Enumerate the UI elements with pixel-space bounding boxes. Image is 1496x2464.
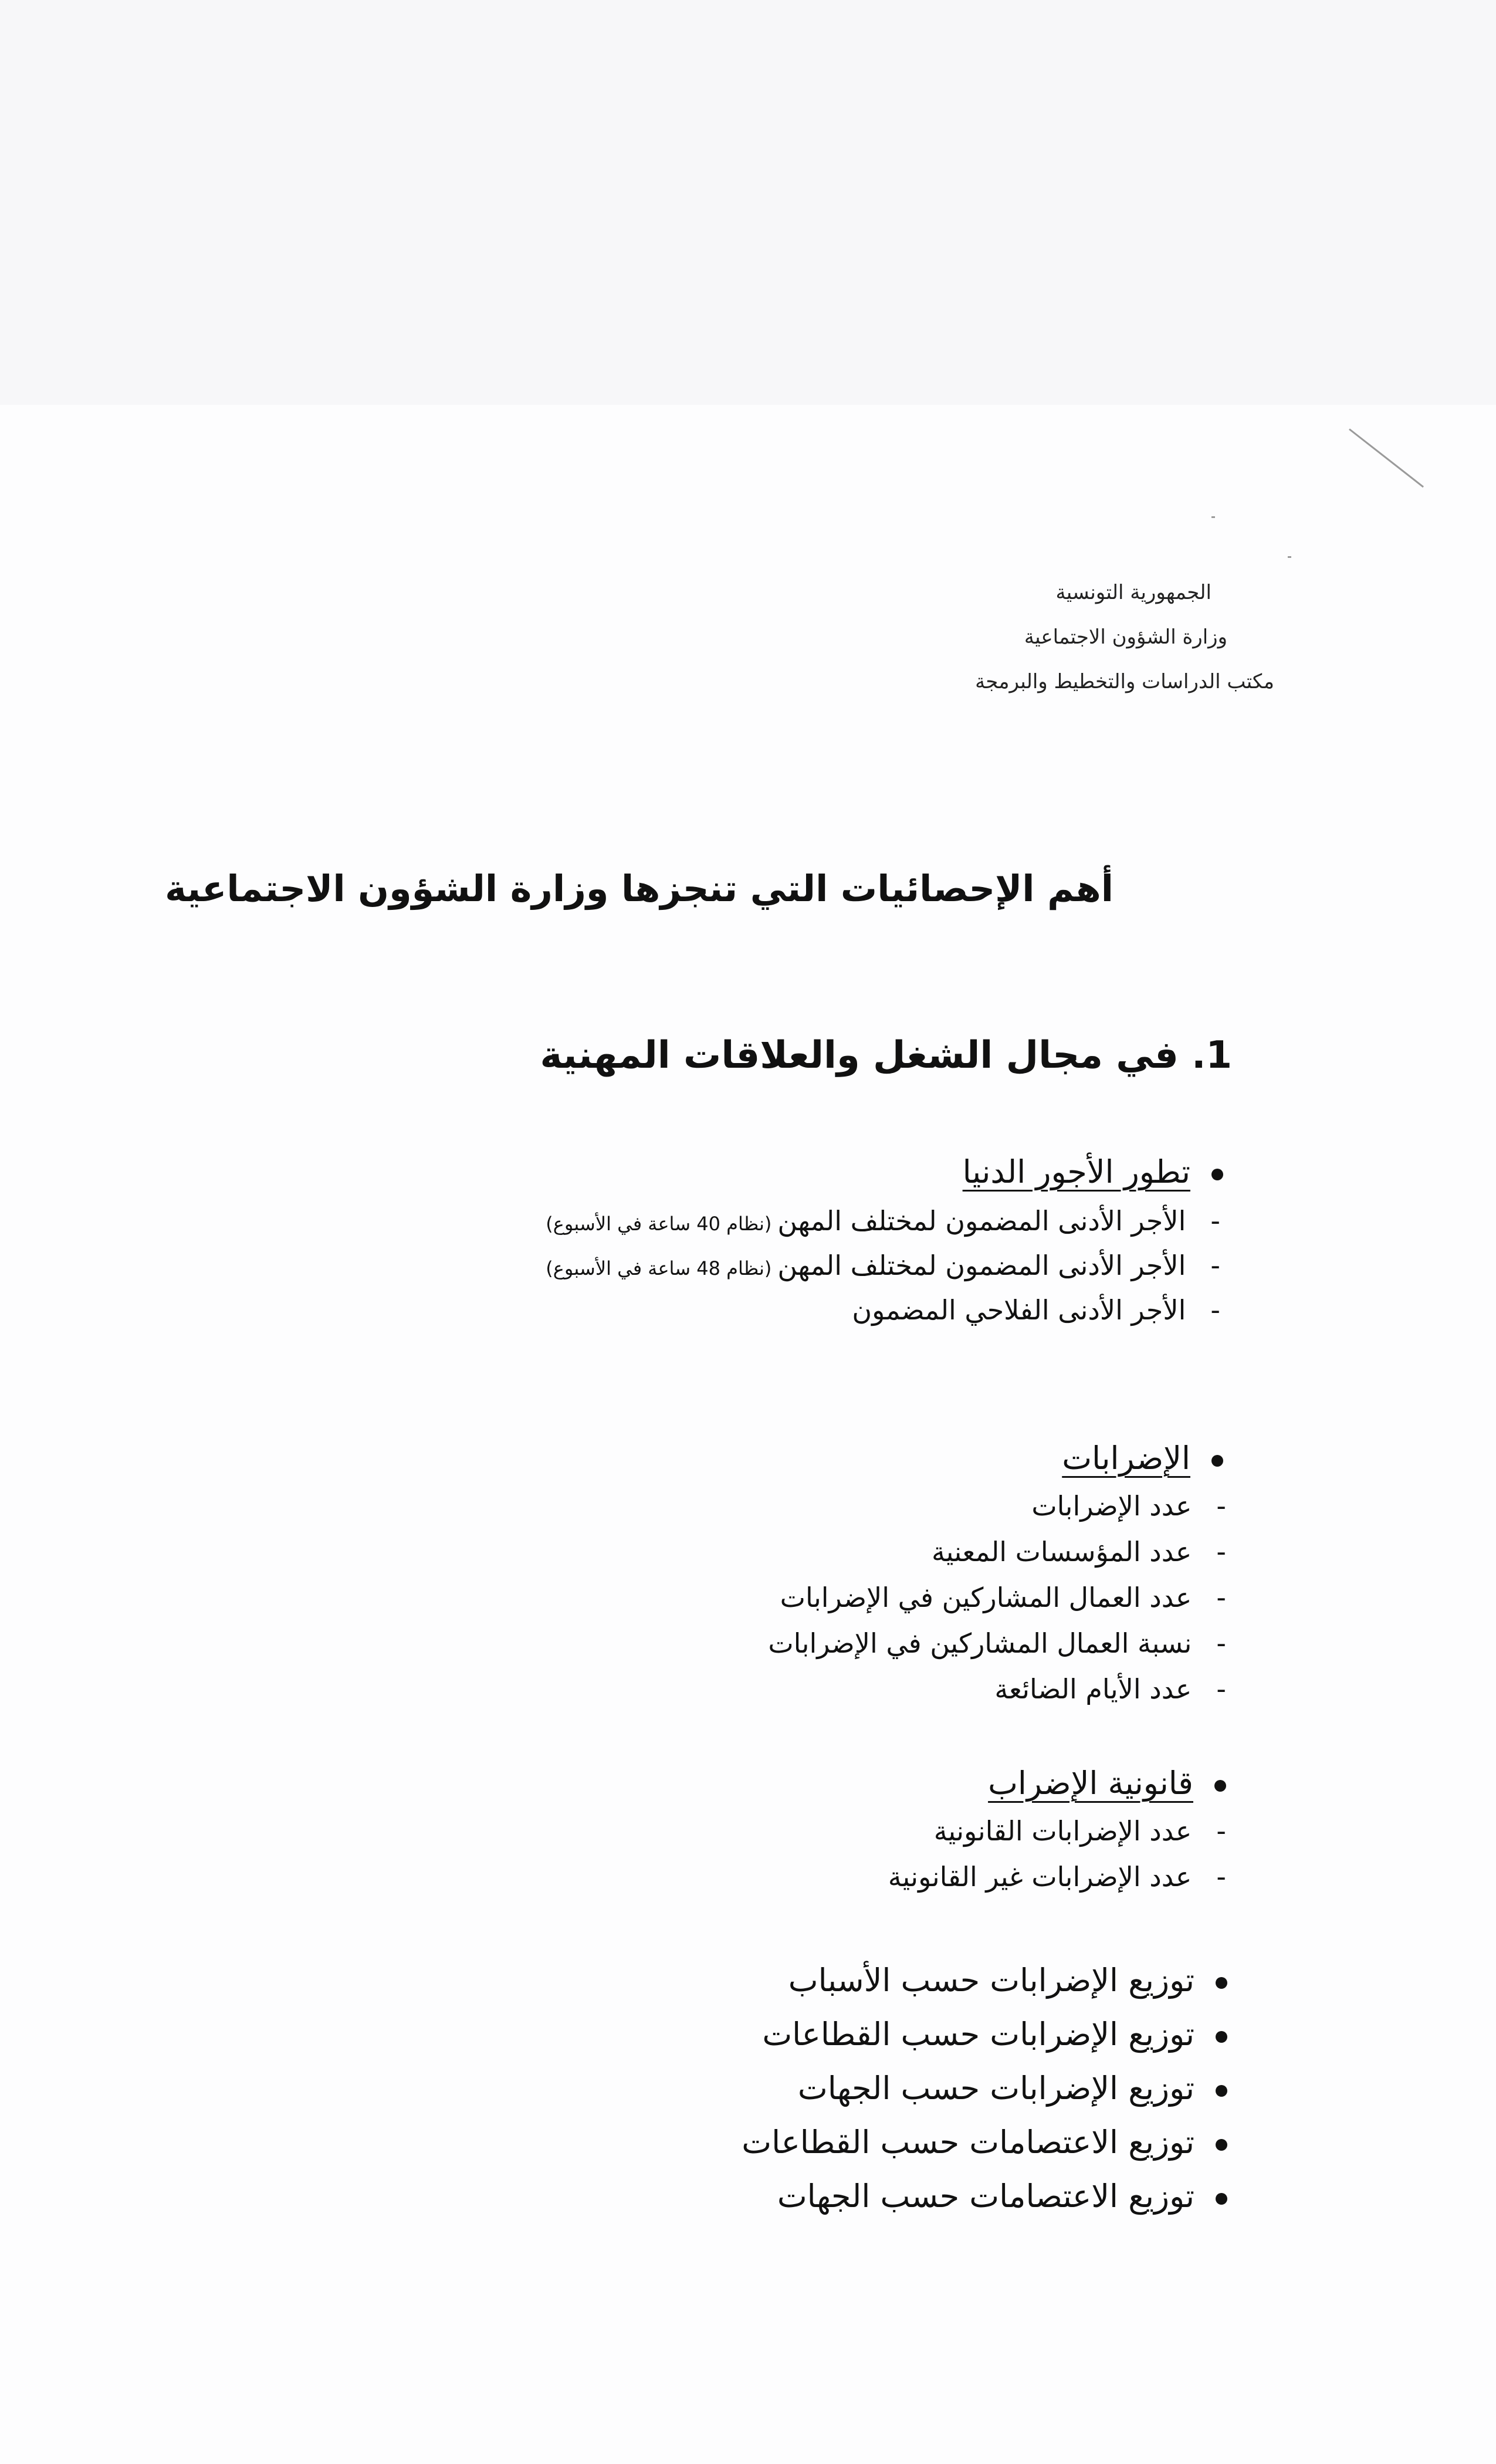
group-heading-minimum-wages xyxy=(963,1153,1223,1190)
letterhead-ministry: وزارة الشؤون الاجتماعية xyxy=(1024,625,1227,649)
scan-artifact xyxy=(1288,556,1291,558)
bullet-icon xyxy=(1216,2031,1227,2043)
list-item xyxy=(768,1627,1226,1659)
dash-icon: - xyxy=(1216,1582,1226,1613)
group-heading-text: تطور الأجور الدنيا xyxy=(962,1153,1190,1190)
list-item xyxy=(546,1205,1220,1237)
list-item xyxy=(762,2016,1227,2053)
letterhead-country: الجمهورية التونسية xyxy=(1055,581,1211,604)
list-item-note: (نظام 40 ساعة في الأسبوع) xyxy=(546,1213,772,1235)
list-item xyxy=(546,1250,1220,1281)
list-item xyxy=(798,2070,1227,2107)
list-item xyxy=(1031,1490,1226,1522)
list-item xyxy=(780,1582,1226,1613)
list-item-text: عدد المؤسسات المعنية xyxy=(932,1536,1192,1568)
dash-icon: - xyxy=(1216,1536,1226,1568)
list-item-text: عدد العمال المشاركين في الإضرابات xyxy=(780,1582,1192,1613)
bullet-icon xyxy=(1214,1780,1226,1792)
list-item-text: توزيع الاعتصامات حسب القطاعات xyxy=(742,2124,1194,2161)
list-item-text: توزيع الإضرابات حسب الأسباب xyxy=(788,1962,1194,1999)
section-heading: 1. في مجال الشغل والعلاقات المهنية xyxy=(540,1034,1232,1077)
bullet-icon xyxy=(1216,1977,1227,1989)
list-item-text: عدد الإضرابات القانونية xyxy=(933,1815,1192,1847)
dash-icon: - xyxy=(1216,1627,1226,1659)
dash-icon: - xyxy=(1216,1490,1226,1522)
list-item-text: عدد الأيام الضائعة xyxy=(994,1673,1192,1705)
list-item-text: الأجر الأدنى الفلاحي المضمون xyxy=(852,1294,1186,1326)
list-item-note: (نظام 48 ساعة في الأسبوع) xyxy=(546,1257,772,1280)
letterhead-office: مكتب الدراسات والتخطيط والبرمجة xyxy=(975,670,1274,693)
list-item-text: عدد الإضرابات xyxy=(1031,1490,1192,1522)
dash-icon: - xyxy=(1216,1673,1226,1705)
dash-icon: - xyxy=(1210,1294,1220,1326)
list-item-text: توزيع الإضرابات حسب الجهات xyxy=(797,2070,1194,2107)
list-item xyxy=(742,2124,1227,2161)
list-item-text: الأجر الأدنى المضمون لمختلف المهن xyxy=(777,1205,1186,1237)
bullet-icon xyxy=(1211,1169,1223,1180)
list-item xyxy=(934,1815,1226,1847)
list-item xyxy=(888,1861,1226,1893)
list-item xyxy=(994,1673,1226,1705)
list-item-text: توزيع الاعتصامات حسب الجهات xyxy=(777,2178,1194,2215)
list-item xyxy=(932,1536,1226,1568)
dash-icon: - xyxy=(1216,1815,1226,1847)
group-heading-text: الإضرابات xyxy=(1062,1440,1190,1477)
list-item-text: عدد الإضرابات غير القانونية xyxy=(888,1861,1192,1893)
group-heading-text: قانونية الإضراب xyxy=(988,1765,1193,1802)
bullet-icon xyxy=(1216,2139,1227,2151)
list-item xyxy=(777,2178,1227,2215)
scan-artifact xyxy=(1211,516,1215,518)
scan-top-band xyxy=(0,0,1496,405)
dash-icon: - xyxy=(1210,1250,1220,1281)
list-item xyxy=(788,1962,1227,1999)
list-item-text: الأجر الأدنى المضمون لمختلف المهن xyxy=(777,1250,1186,1281)
dash-icon: - xyxy=(1210,1205,1220,1237)
group-heading-strikes xyxy=(1062,1440,1223,1477)
scan-artifact xyxy=(1349,428,1424,488)
document-title: أهم الإحصائيات التي تنجزها وزارة الشؤون الاجتماعية xyxy=(165,867,1113,910)
bullet-icon xyxy=(1211,1455,1223,1467)
dash-icon: - xyxy=(1216,1861,1226,1893)
bullet-icon xyxy=(1216,2085,1227,2097)
bullet-icon xyxy=(1216,2193,1227,2205)
list-item xyxy=(852,1294,1220,1326)
list-item-text: نسبة العمال المشاركين في الإضرابات xyxy=(768,1627,1192,1659)
group-heading-strike-legality xyxy=(988,1765,1226,1802)
list-item-text: توزيع الإضرابات حسب القطاعات xyxy=(762,2016,1194,2053)
